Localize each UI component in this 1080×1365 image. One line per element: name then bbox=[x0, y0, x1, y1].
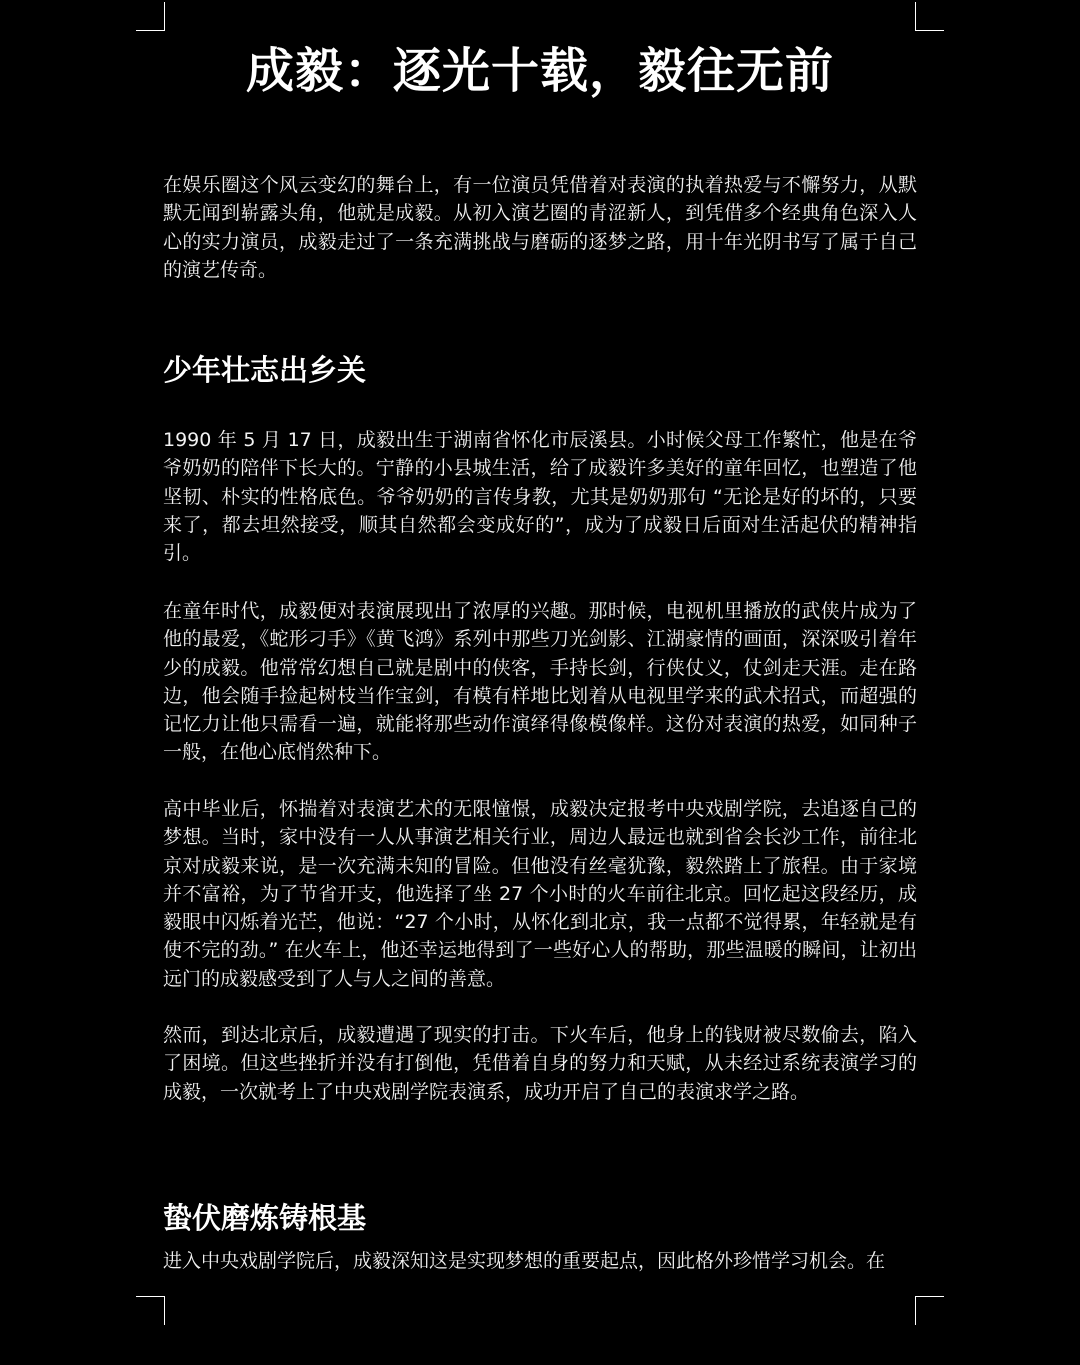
crop-mark-top-left bbox=[136, 2, 165, 31]
section1-paragraph-4: 然而，到达北京后，成毅遭遇了现实的打击。下火车后，他身上的钱财被尽数偷去，陷入了困境。但这些挫折并没有打倒他，凭借着自身的努力和天赋，从未经过系统表演学习的成毅，一次就考上了中央戏剧学院表演系，成功开启了自己的表演求学之路。 bbox=[163, 1024, 917, 1103]
section-heading-youth: 少年壮志出乡关 bbox=[163, 353, 367, 387]
section1-paragraph-3: 高中毕业后，怀揣着对表演艺术的无限憧憬，成毅决定报考中央戏剧学院，去追逐自己的梦想。当时，家中没有一人从事演艺相关行业，周边人最远也就到省会长沙工作，前往北京对成毅来说，是一次充满未知的冒险。但他没有丝毫犹豫，毅然踏上了旅程。由于家境并不富裕，为了节省开支，他选择了坐 27 个小时的火车前往北京。回忆起这段经历，成毅眼中闪烁着光芒，他说：“27 个小时，从怀化到北京，我一点都不觉得累，年轻就是有使不完的劲。” 在火车上，他还幸运地得到了一些好心人的帮助，那些温暖的瞬间，让初出远门的成毅感受到了人与人之间的善意。 bbox=[163, 798, 917, 990]
intro-paragraph: 在娱乐圈这个风云变幻的舞台上，有一位演员凭借着对表演的执着热爱与不懈努力，从默默无闻到崭露头角，他就是成毅。从初入演艺圈的青涩新人，到凭借多个经典角色深入人心的实力演员，成毅走过了一条充满挑战与磨砺的逐梦之路，用十年光阴书写了属于自己的演艺传奇。 bbox=[163, 174, 917, 281]
crop-mark-top-right bbox=[915, 2, 944, 31]
section1-paragraph-1: 1990 年 5 月 17 日，成毅出生于湖南省怀化市辰溪县。小时候父母工作繁忙，他是在爷爷奶奶的陪伴下长大的。宁静的小县城生活，给了成毅许多美好的童年回忆，也塑造了他坚韧、朴实的性格底色。爷爷奶奶的言传身教，尤其是奶奶那句 “无论是好的坏的，只要来了，都去坦然接受，顺其自然都会变成好的”，成为了成毅日后面对生活起伏的精神指引。 bbox=[163, 429, 917, 565]
section-heading-training: 蛰伏磨炼铸根基 bbox=[163, 1201, 367, 1235]
section1-paragraph-2: 在童年时代，成毅便对表演展现出了浓厚的兴趣。那时候，电视机里播放的武侠片成为了他的最爱，《蛇形刁手》《黄飞鸿》系列中那些刀光剑影、江湖豪情的画面，深深吸引着年少的成毅。他常常幻想自己就是剧中的侠客，手持长剑，行侠仗义，仗剑走天涯。走在路边，他会随手捡起树枝当作宝剑，有模有样地比划着从电视里学来的武术招式，而超强的记忆力让他只需看一遍，就能将那些动作演绎得像模像样。这份对表演的热爱，如同种子一般，在他心底悄然种下。 bbox=[163, 600, 917, 764]
page-title: 成毅：逐光十载，毅往无前 bbox=[245, 43, 834, 99]
section2-paragraph-1: 进入中央戏剧学院后，成毅深知这是实现梦想的重要起点，因此格外珍惜学习机会。在 bbox=[163, 1250, 886, 1272]
crop-mark-bottom-right bbox=[915, 1296, 944, 1325]
crop-mark-bottom-left bbox=[136, 1296, 165, 1325]
